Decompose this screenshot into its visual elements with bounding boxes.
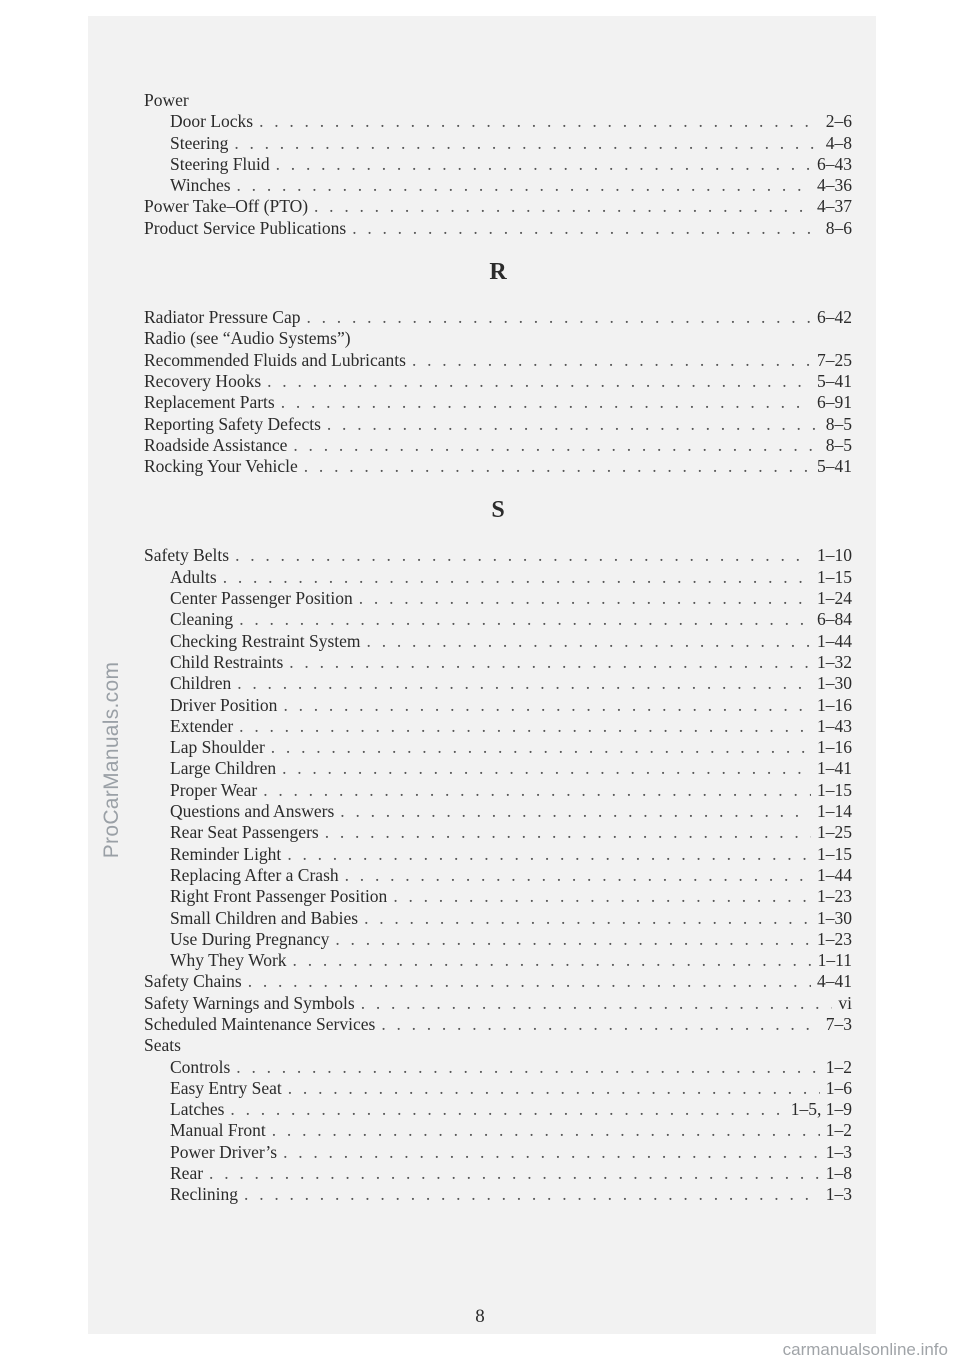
dot-leader bbox=[335, 929, 811, 950]
dot-leader bbox=[239, 609, 811, 630]
entry-page-ref: vi bbox=[838, 992, 852, 1013]
entry-page-ref: 1–15 bbox=[817, 566, 852, 587]
entry-page-ref: 8–6 bbox=[825, 217, 852, 238]
dot-leader bbox=[248, 971, 811, 992]
dot-leader bbox=[361, 993, 833, 1014]
entry-page-ref: 4–36 bbox=[817, 175, 852, 196]
entry-label: Rocking Your Vehicle bbox=[144, 456, 298, 477]
dot-leader bbox=[272, 1120, 820, 1141]
entry-page-ref: 1–11 bbox=[817, 950, 852, 971]
dot-leader bbox=[340, 801, 811, 822]
dot-leader bbox=[307, 307, 812, 328]
index-entry bbox=[144, 1184, 852, 1205]
entry-page-ref: 4–8 bbox=[825, 132, 852, 153]
entry-label: Child Restraints bbox=[170, 651, 284, 672]
dot-leader bbox=[235, 545, 811, 566]
dot-leader bbox=[236, 1057, 819, 1078]
index-entry bbox=[144, 435, 852, 456]
entry-page-ref: 1–15 bbox=[817, 843, 852, 864]
entry-label: Small Children and Babies bbox=[170, 907, 359, 928]
index-entry bbox=[144, 371, 852, 392]
entry-label: Product Service Publications bbox=[144, 217, 347, 238]
entry-page-ref: 6–91 bbox=[817, 392, 852, 413]
dot-leader bbox=[244, 1184, 820, 1205]
index-entry bbox=[144, 758, 852, 779]
dot-leader bbox=[345, 865, 811, 886]
entry-label: Power bbox=[144, 90, 189, 110]
index-entry bbox=[144, 631, 852, 652]
entry-label: Winches bbox=[170, 175, 231, 196]
dot-leader bbox=[314, 196, 811, 217]
entry-label: Rear bbox=[170, 1163, 204, 1184]
index-entry bbox=[144, 971, 852, 992]
index-entry bbox=[144, 695, 852, 716]
dot-leader bbox=[271, 737, 811, 758]
entry-page-ref: 6–43 bbox=[817, 153, 852, 174]
index-entry bbox=[144, 350, 852, 371]
index-entry bbox=[144, 456, 852, 477]
index-entry bbox=[144, 801, 852, 822]
entry-page-ref: 1–32 bbox=[817, 651, 852, 672]
index-entry bbox=[144, 737, 852, 758]
entry-label: Use During Pregnancy bbox=[170, 928, 330, 949]
index-entry bbox=[144, 392, 852, 413]
index-entry bbox=[144, 673, 852, 694]
entry-label: Right Front Passenger Position bbox=[170, 886, 388, 907]
entry-page-ref: 1–30 bbox=[817, 673, 852, 694]
index-entry bbox=[144, 1142, 852, 1163]
entry-page-ref: 1–15 bbox=[817, 779, 852, 800]
entry-page-ref: 1–25 bbox=[817, 822, 852, 843]
entry-page-ref: 2–6 bbox=[825, 111, 852, 132]
entry-label: Power Driver’s bbox=[170, 1141, 278, 1162]
entry-page-ref: 6–42 bbox=[817, 307, 852, 328]
entry-page-ref: 1–44 bbox=[817, 864, 852, 885]
dot-leader bbox=[293, 435, 819, 456]
entry-label: Radiator Pressure Cap bbox=[144, 307, 301, 328]
entry-page-ref: 6–84 bbox=[817, 609, 852, 630]
index-entry bbox=[144, 950, 852, 971]
dot-leader bbox=[237, 673, 811, 694]
entry-label: Questions and Answers bbox=[170, 801, 335, 822]
entry-page-ref: 1–23 bbox=[817, 928, 852, 949]
dot-leader bbox=[393, 886, 811, 907]
entry-label: Lap Shoulder bbox=[170, 737, 265, 758]
entry-page-ref: 1–10 bbox=[817, 545, 852, 566]
entry-page-ref: 8–5 bbox=[825, 413, 852, 434]
entry-page-ref: 4–41 bbox=[817, 971, 852, 992]
index-content bbox=[144, 90, 852, 1206]
index-entry bbox=[144, 822, 852, 843]
dot-leader bbox=[304, 456, 811, 477]
entry-page-ref: 1–2 bbox=[825, 1056, 852, 1077]
dot-leader bbox=[283, 1142, 820, 1163]
entry-label: Safety Belts bbox=[144, 545, 230, 566]
dot-leader bbox=[359, 588, 811, 609]
index-entry bbox=[144, 716, 852, 737]
section-letter: S bbox=[491, 497, 505, 524]
dot-leader bbox=[412, 350, 811, 371]
entry-label: Children bbox=[170, 673, 232, 694]
entry-page-ref: 1–5, 1–9 bbox=[790, 1099, 852, 1120]
entry-label: Recommended Fluids and Lubricants bbox=[144, 349, 406, 370]
dot-leader bbox=[288, 1078, 820, 1099]
entry-label: Safety Warnings and Symbols bbox=[144, 992, 355, 1013]
entry-label: Power Take–Off (PTO) bbox=[144, 196, 309, 217]
index-entry bbox=[144, 1014, 852, 1035]
entry-label: Large Children bbox=[170, 758, 277, 779]
index-entry bbox=[144, 1078, 852, 1099]
dot-leader bbox=[293, 950, 812, 971]
entry-page-ref: 1–2 bbox=[825, 1120, 852, 1141]
entry-label: Rear Seat Passengers bbox=[170, 822, 319, 843]
entry-page-ref: 1–30 bbox=[817, 907, 852, 928]
entry-page-ref: 1–23 bbox=[817, 886, 852, 907]
dot-leader bbox=[276, 154, 811, 175]
index-entry bbox=[144, 1035, 852, 1056]
entry-label: Controls bbox=[170, 1056, 231, 1077]
index-entry bbox=[144, 133, 852, 154]
dot-leader bbox=[239, 716, 811, 737]
entry-label: Reminder Light bbox=[170, 843, 282, 864]
entry-page-ref: 7–25 bbox=[817, 349, 852, 370]
entry-page-ref: 1–3 bbox=[825, 1184, 852, 1205]
index-entry bbox=[144, 175, 852, 196]
entry-page-ref: 5–41 bbox=[817, 370, 852, 391]
dot-leader bbox=[381, 1014, 819, 1035]
dot-leader bbox=[283, 695, 811, 716]
entry-label: Latches bbox=[170, 1099, 225, 1120]
dot-leader bbox=[263, 780, 811, 801]
index-entry bbox=[144, 1099, 852, 1120]
entry-page-ref: 1–24 bbox=[817, 588, 852, 609]
entry-label: Adults bbox=[170, 566, 217, 587]
section-letter: R bbox=[489, 259, 507, 286]
entry-label: Proper Wear bbox=[170, 779, 258, 800]
entry-label: Scheduled Maintenance Services bbox=[144, 1013, 376, 1034]
entry-label: Reclining bbox=[170, 1184, 239, 1205]
index-entry bbox=[144, 652, 852, 673]
index-entry bbox=[144, 111, 852, 132]
index-entry bbox=[144, 886, 852, 907]
dot-leader bbox=[364, 908, 811, 929]
entry-page-ref: 1–43 bbox=[817, 715, 852, 736]
entry-label: Easy Entry Seat bbox=[170, 1077, 282, 1098]
dot-leader bbox=[287, 844, 811, 865]
entry-page-ref: 1–8 bbox=[825, 1163, 852, 1184]
entry-label: Door Locks bbox=[170, 111, 254, 132]
entry-label: Extender bbox=[170, 715, 234, 736]
dot-leader bbox=[267, 371, 811, 392]
entry-label: Replacing After a Crash bbox=[170, 864, 339, 885]
entry-label: Radio (see “Audio Systems”) bbox=[144, 328, 351, 349]
entry-label: Driver Position bbox=[170, 694, 278, 715]
dot-leader bbox=[325, 822, 811, 843]
dot-leader bbox=[223, 567, 811, 588]
index-entry bbox=[144, 196, 852, 217]
index-entry bbox=[144, 780, 852, 801]
entry-label: Safety Chains bbox=[144, 971, 242, 992]
index-entry bbox=[144, 154, 852, 175]
entry-page-ref: 1–6 bbox=[825, 1077, 852, 1098]
dot-leader bbox=[282, 758, 811, 779]
dot-leader bbox=[237, 175, 811, 196]
entry-label: Why They Work bbox=[170, 950, 287, 971]
index-entry bbox=[144, 567, 852, 588]
entry-label: Roadside Assistance bbox=[144, 434, 288, 455]
entry-label: Manual Front bbox=[170, 1120, 266, 1141]
index-entry bbox=[144, 545, 852, 566]
entry-label: Seats bbox=[144, 1035, 181, 1056]
dot-leader bbox=[352, 218, 820, 239]
index-entry bbox=[144, 908, 852, 929]
index-entry bbox=[144, 1120, 852, 1141]
entry-page-ref: 1–3 bbox=[825, 1141, 852, 1162]
entry-page-ref: 7–3 bbox=[825, 1013, 852, 1034]
entry-label: Center Passenger Position bbox=[170, 588, 353, 609]
dot-leader bbox=[281, 392, 811, 413]
index-entry bbox=[144, 307, 852, 328]
page-number: 8 bbox=[475, 1306, 485, 1327]
index-entry bbox=[144, 844, 852, 865]
index-entry bbox=[144, 1163, 852, 1184]
entry-page-ref: 1–14 bbox=[817, 801, 852, 822]
entry-label: Reporting Safety Defects bbox=[144, 413, 321, 434]
bottom-watermark: carmanualsonline.info bbox=[782, 1340, 948, 1359]
entry-page-ref: 1–16 bbox=[817, 694, 852, 715]
dot-leader bbox=[259, 111, 820, 132]
entry-label: Checking Restraint System bbox=[170, 630, 361, 651]
entry-page-ref: 4–37 bbox=[817, 196, 852, 217]
entry-label: Replacement Parts bbox=[144, 392, 275, 413]
dot-leader bbox=[230, 1099, 784, 1120]
index-entry bbox=[144, 414, 852, 435]
dot-leader bbox=[327, 414, 820, 435]
dot-leader bbox=[209, 1163, 820, 1184]
index-entry bbox=[144, 993, 852, 1014]
index-entry bbox=[144, 865, 852, 886]
entry-page-ref: 1–44 bbox=[817, 630, 852, 651]
index-entry bbox=[144, 328, 852, 349]
entry-label: Steering Fluid bbox=[170, 153, 270, 174]
index-entry bbox=[144, 90, 852, 111]
index-entry bbox=[144, 609, 852, 630]
index-entry bbox=[144, 218, 852, 239]
side-watermark: ProCarManuals.com bbox=[100, 661, 123, 859]
entry-label: Cleaning bbox=[170, 609, 234, 630]
entry-label: Steering bbox=[170, 132, 229, 153]
index-entry bbox=[144, 929, 852, 950]
entry-page-ref: 8–5 bbox=[825, 434, 852, 455]
index-entry bbox=[144, 588, 852, 609]
dot-leader bbox=[234, 133, 819, 154]
index-entry bbox=[144, 1057, 852, 1078]
dot-leader bbox=[289, 652, 811, 673]
entry-page-ref: 5–41 bbox=[817, 456, 852, 477]
entry-page-ref: 1–16 bbox=[817, 737, 852, 758]
dot-leader bbox=[367, 631, 811, 652]
entry-page-ref: 1–41 bbox=[817, 758, 852, 779]
entry-label: Recovery Hooks bbox=[144, 370, 262, 391]
